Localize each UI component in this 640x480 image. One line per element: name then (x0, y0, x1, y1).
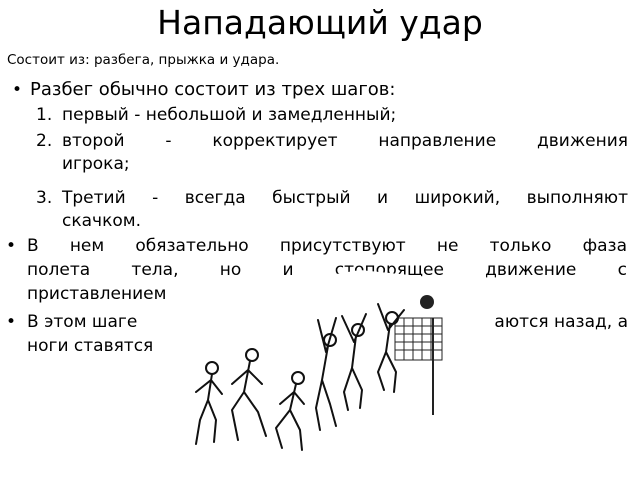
slide-subtitle: Состоит из: разбега, прыжка и удара. (7, 52, 280, 68)
intro-text: Разбег обычно состоит из трех шагов: (30, 79, 396, 100)
step-line: второй - корректирует направление движения (62, 131, 628, 151)
step-line: скачком. (62, 211, 141, 231)
step-number: 1. (36, 105, 53, 125)
bullet-line: В нем обязательно присутствуют не только фаза (27, 236, 627, 256)
bullet-line: полета тела, но и стопорящее движение с (27, 260, 627, 280)
slide-title: Нападающий удар (157, 3, 483, 42)
bullet-marker: • (6, 312, 17, 332)
bullet-line: В этом шаге (27, 312, 138, 332)
step-number: 3. (36, 188, 53, 208)
step-line: игрока; (62, 154, 130, 174)
bullet-marker: • (12, 80, 23, 100)
step-line: Третий - всегда быстрый и широкий, выполняют (62, 188, 628, 208)
bullet-line: аются назад, а (494, 312, 628, 332)
bullet-line: приставлением (27, 284, 167, 304)
volleyball-net (395, 318, 442, 415)
step-number: 2. (36, 131, 53, 151)
ball-icon (420, 295, 434, 309)
bullet-line: ноги ставятся (27, 336, 154, 356)
bullet-marker: • (6, 236, 17, 256)
step-line: первый - небольшой и замедленный; (62, 105, 397, 125)
